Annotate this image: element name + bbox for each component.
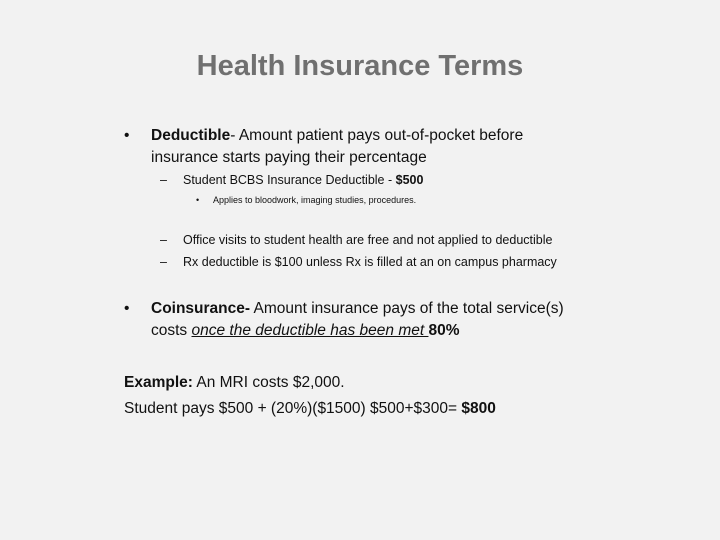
example-calculation: Student pays $500 + (20%)($1500) $500+$300=	[124, 400, 462, 417]
deductible-definition: - Amount patient pays out-of-pocket before	[230, 127, 524, 144]
deductible-met-text: once the deductible has been met	[191, 322, 429, 339]
dash-marker: –	[160, 255, 167, 269]
deductible-term: Deductible	[151, 127, 231, 144]
coinsurance-percent: 80%	[428, 322, 460, 339]
bullet-marker: •	[124, 127, 130, 144]
dash-marker: –	[160, 173, 167, 187]
coinsurance-definition: Amount insurance pays of the total service(s)	[250, 300, 564, 317]
student-deductible	[183, 173, 423, 187]
deductible-line-2: insurance starts paying their percentage	[151, 149, 427, 166]
coinsurance-line-2	[151, 322, 460, 340]
costs-text: costs	[151, 322, 192, 339]
bullet-marker: •	[196, 195, 200, 205]
example-line-2	[124, 400, 496, 418]
applies-to-text: Applies to bloodwork, imaging studies, procedures.	[213, 195, 417, 205]
office-visits-text: Office visits to student health are free and not applied to deductible	[183, 233, 553, 247]
example-mri-cost: An MRI costs $2,000.	[192, 374, 345, 391]
deductible-line-1	[151, 127, 523, 145]
student-deductible-text: Student BCBS Insurance Deductible -	[183, 173, 396, 187]
rx-deductible-text: Rx deductible is $100 unless Rx is filled at an on campus pharmacy	[183, 255, 557, 269]
coinsurance-line-1	[151, 300, 564, 318]
example-label: Example:	[124, 374, 193, 391]
slide-title: Health Insurance Terms	[196, 50, 524, 82]
example-line-1	[124, 374, 345, 392]
example-total: $800	[461, 400, 496, 417]
dash-marker: –	[160, 233, 167, 247]
bullet-marker: •	[124, 300, 130, 317]
coinsurance-term: Coinsurance-	[151, 300, 251, 317]
student-deductible-amount: $500	[395, 173, 424, 187]
